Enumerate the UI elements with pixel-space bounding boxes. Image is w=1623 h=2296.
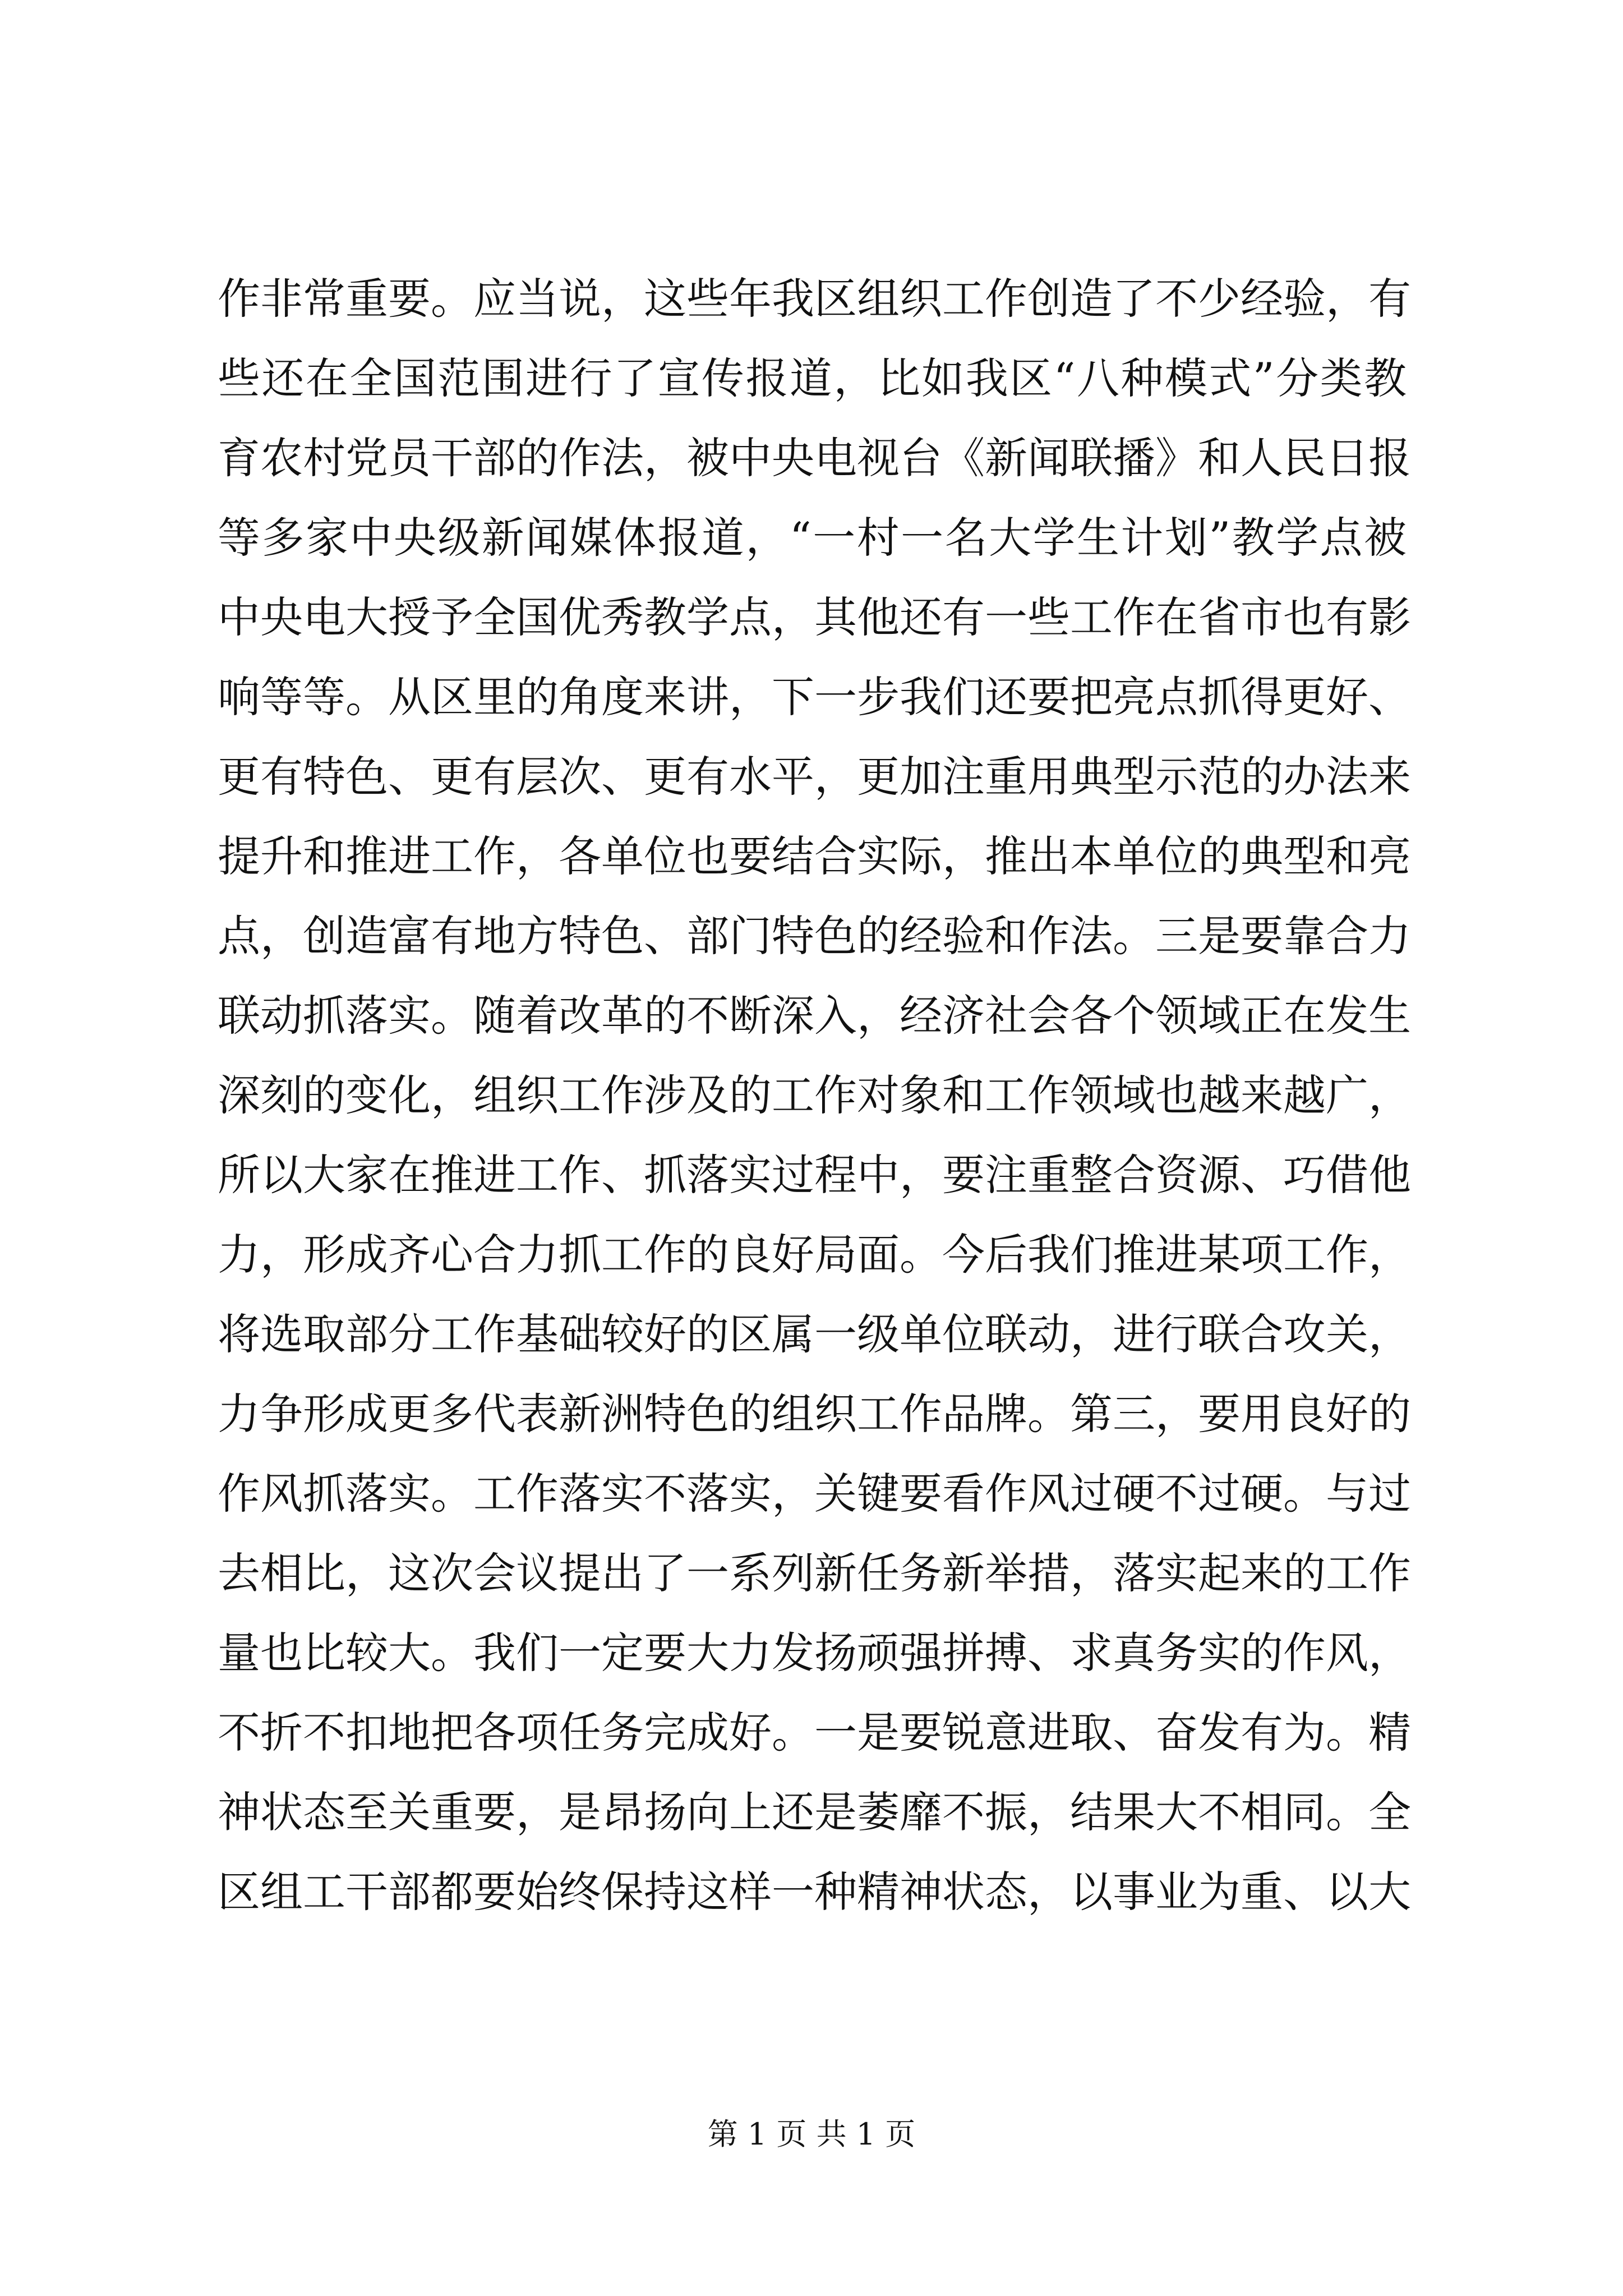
page-footer: 第 1 页 共 1 页 — [707, 2116, 916, 2152]
text-line: 深刻的变化，组织工作涉及的工作对象和工作领域也越来越广， — [218, 1070, 1411, 1120]
text-line: 作风抓落实。工作落实不落实，关键要看作风过硬不过硬。与过 — [218, 1469, 1411, 1519]
text-line: 力，形成齐心合力抓工作的良好局面。今后我们推进某项工作， — [218, 1230, 1411, 1280]
text-line: 更有特色、更有层次、更有水平，更加注重用典型示范的办法来 — [218, 752, 1411, 802]
text-line: 所以大家在推进工作、抓落实过程中，要注重整合资源、巧借他 — [218, 1150, 1411, 1200]
text-line: 去相比，这次会议提出了一系列新任务新举措，落实起来的工作 — [218, 1548, 1411, 1598]
text-line: 响等等。从区里的角度来讲，下一步我们还要把亮点抓得更好、 — [218, 672, 1411, 722]
text-line: 不折不扣地把各项任务完成好。一是要锐意进取、奋发有为。精 — [218, 1708, 1411, 1757]
text-line: 力争形成更多代表新洲特色的组织工作品牌。第三，要用良好的 — [218, 1389, 1411, 1439]
body-text — [218, 259, 1411, 1932]
text-line: 区组工干部都要始终保持这样一种精神状态，以事业为重、以大 — [218, 1867, 1411, 1917]
text-line: 联动抓落实。随着改革的不断深入，经济社会各个领域正在发生 — [218, 991, 1411, 1041]
text-line: 些还在全国范围进行了宣传报道，比如我区“八种模式”分类教 — [218, 353, 1407, 403]
text-line: 育农村党员干部的作法，被中央电视台《新闻联播》和人民日报 — [218, 433, 1411, 483]
text-line: 神状态至关重要，是昂扬向上还是萎靡不振，结果大不相同。全 — [218, 1787, 1411, 1837]
text-line: 中央电大授予全国优秀教学点，其他还有一些工作在省市也有影 — [218, 592, 1411, 642]
text-line: 等多家中央级新闻媒体报道，“一村一名大学生计划”教学点被 — [218, 513, 1407, 563]
text-line: 量也比较大。我们一定要大力发扬顽强拼搏、求真务实的作风， — [218, 1628, 1411, 1678]
text-line: 提升和推进工作，各单位也要结合实际，推出本单位的典型和亮 — [218, 831, 1411, 881]
text-line: 将选取部分工作基础较好的区属一级单位联动，进行联合攻关， — [218, 1309, 1411, 1359]
text-line: 点，创造富有地方特色、部门特色的经验和作法。三是要靠合力 — [218, 911, 1411, 961]
text-line: 作非常重要。应当说，这些年我区组织工作创造了不少经验，有 — [218, 274, 1411, 324]
